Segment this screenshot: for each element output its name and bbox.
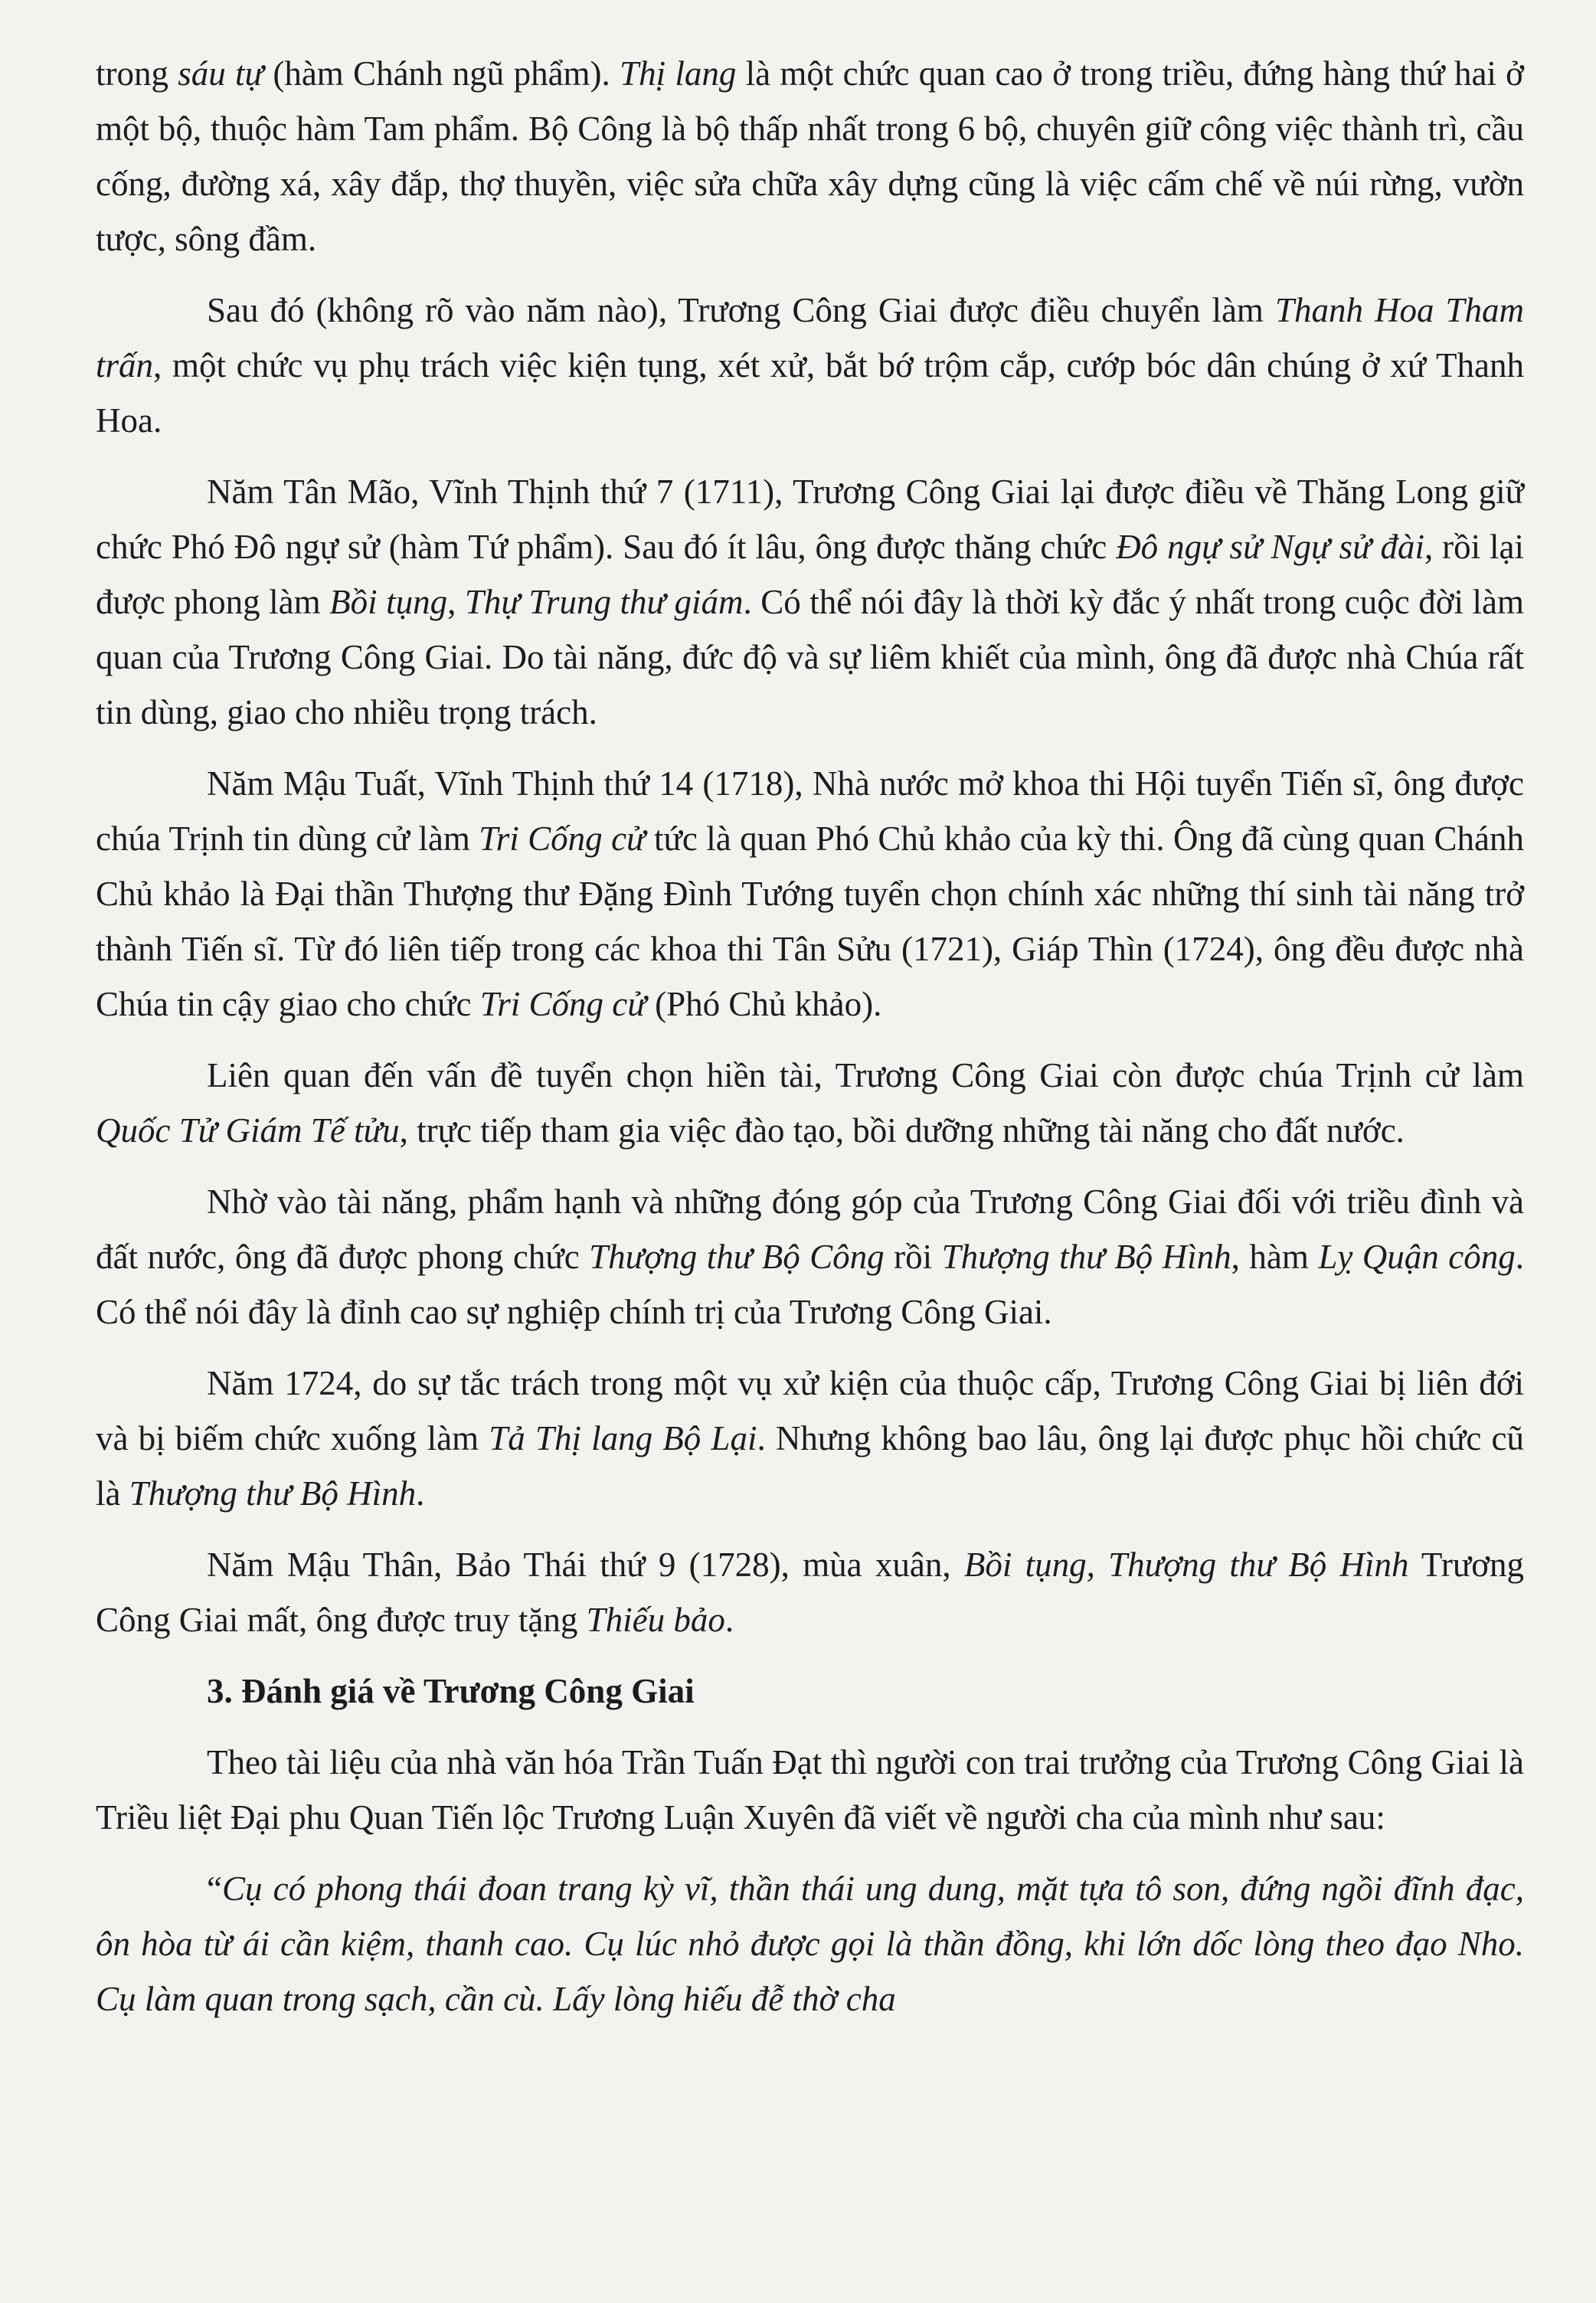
italic-term: Tả Thị lang Bộ Lại xyxy=(489,1419,757,1457)
quote-text: Cụ có phong thái đoan trang kỳ vĩ, thần thái ung dung, mặt tựa tô son, đứng ngồi đĩnh đạc, ôn hòa từ ái cần kiệm, thanh cao. Cụ lúc nhỏ được gọi là thần đồng, khi lớn dốc lòng theo đạo Nho. Cụ làm quan trong sạch, cần cù. Lấy lòng hiếu đễ thờ cha xyxy=(96,1870,1524,2018)
text-run: Liên quan đến vấn đề tuyển chọn hiền tài, Trương Công Giai còn được chúa Trịnh cử làm xyxy=(207,1056,1524,1094)
text-run: . Nhưng không bao lâu, ông lại được phục hồi chức cũ là xyxy=(96,1419,1524,1513)
italic-term: sáu tự xyxy=(178,54,264,93)
italic-term: Tri Cống cử xyxy=(479,985,646,1023)
text-run: Theo tài liệu của nhà văn hóa Trần Tuấn Đạt thì người con trai trưởng của Trương Công Giai là Triều liệt Đại phu Quan Tiến lộc Trương Luận Xuyên đã viết về người cha của mình như sau: xyxy=(96,1743,1524,1837)
text-run: Năm Mậu Thân, Bảo Thái thứ 9 (1728), mùa xuân, xyxy=(207,1546,964,1584)
italic-term: Đô ngự sử Ngự sử đài xyxy=(1116,528,1424,566)
italic-term: Thự Trung thư giám xyxy=(464,583,744,621)
text-run: Năm Mậu Tuất, Vĩnh Thịnh thứ 14 (1718), Nhà nước mở khoa thi Hội tuyển Tiến sĩ, ông được chúa Trịnh tin dùng cử làm xyxy=(96,764,1524,858)
italic-term: Tri Cống cử xyxy=(479,819,646,858)
italic-term: Bồi tụng, Thượng thư Bộ Hình xyxy=(963,1546,1409,1584)
text-run: . Có thể nói đây là thời kỳ đắc ý nhất trong cuộc đời làm quan của Trương Công Giai. Do tài năng, đức độ và sự liêm khiết của mình, ông đã được nhà Chúa rất tin dùng, giao cho nhiều trọng trách. xyxy=(96,583,1524,731)
italic-term: Quốc Tử Giám Tế tửu xyxy=(96,1111,400,1150)
italic-term: Thượng thư Bộ Hình xyxy=(941,1238,1231,1276)
italic-term: Thượng thư Bộ Công xyxy=(589,1238,885,1276)
text-run: (Phó Chủ khảo). xyxy=(646,985,882,1023)
paragraph xyxy=(96,756,1524,1032)
text-run: rồi xyxy=(884,1238,942,1276)
italic-term: Thượng thư Bộ Hình xyxy=(129,1474,417,1513)
text-run: , hàm xyxy=(1231,1238,1319,1276)
paragraph xyxy=(96,1174,1524,1340)
italic-term: Bồi tụng xyxy=(329,583,448,621)
text-run: tức là quan Phó Chủ khảo của kỳ thi. Ông đã cùng quan Chánh Chủ khảo là Đại thần Thượng thư Đặng Đình Tướng tuyển chọn chính xác những thí sinh tài năng trở thành Tiến sĩ. Từ đó liên tiếp trong các khoa thi Tân Sửu (1721), Giáp Thìn (1724), ông đều được nhà Chúa tin cậy giao cho chức xyxy=(96,819,1524,1023)
italic-term: Thị lang xyxy=(620,54,737,93)
text-run: , một chức vụ phụ trách việc kiện tụng, xét xử, bắt bớ trộm cắp, cướp bóc dân chúng ở xứ Thanh Hoa. xyxy=(96,346,1524,440)
text-run: Nhờ vào tài năng, phẩm hạnh và những đóng góp của Trương Công Giai đối với triều đình và đất nước, ông đã được phong chức xyxy=(96,1183,1524,1276)
paragraph xyxy=(96,1048,1524,1158)
italic-term: Thanh Hoa Tham trấn xyxy=(96,291,1524,384)
document-body xyxy=(96,46,1524,2027)
paragraph xyxy=(96,283,1524,448)
text-run: Sau đó (không rõ vào năm nào), Trương Công Giai được điều chuyển làm xyxy=(207,291,1275,329)
text-run: (hàm Chánh ngũ phẩm). xyxy=(263,54,620,93)
italic-term: Thiếu bảo xyxy=(586,1601,725,1639)
paragraph xyxy=(96,46,1524,267)
text-run: . Có thể nói đây là đỉnh cao sự nghiệp chính trị của Trương Công Giai. xyxy=(96,1238,1524,1331)
quotation xyxy=(96,1861,1524,2027)
text-run: Năm 1724, do sự tắc trách trong một vụ xử kiện của thuộc cấp, Trương Công Giai bị liên đới và bị biếm chức xuống làm xyxy=(96,1364,1524,1457)
text-run: Năm Tân Mão, Vĩnh Thịnh thứ 7 (1711), Trương Công Giai lại được điều về Thăng Long giữ chức Phó Đô ngự sử (hàm Tứ phẩm). Sau đó ít lâu, ông được thăng chức xyxy=(96,473,1524,566)
text-run: là một chức quan cao ở trong triều, đứng hàng thứ hai ở một bộ, thuộc hàm Tam phẩm. Bộ Công là bộ thấp nhất trong 6 bộ, chuyên giữ công việc thành trì, cầu cống, đường xá, xây đắp, thợ thuyền, việc sửa chữa xây dựng cũng là việc cấm chế về núi rừng, vườn tược, sông đầm. xyxy=(96,54,1524,258)
text-run: trong xyxy=(96,54,178,93)
text-run: . xyxy=(724,1601,734,1639)
text-run: , xyxy=(447,583,465,621)
paragraph xyxy=(96,1356,1524,1521)
text-run: , trực tiếp tham gia việc đào tạo, bồi dưỡng những tài năng cho đất nước. xyxy=(399,1111,1405,1150)
text-run: . xyxy=(416,1474,425,1513)
paragraph xyxy=(96,464,1524,740)
section-heading: 3. Đánh giá về Trương Công Giai xyxy=(207,1672,695,1710)
paragraph xyxy=(96,1537,1524,1647)
paragraph xyxy=(96,1735,1524,1845)
text-run: Trương Công Giai mất, ông được truy tặng xyxy=(96,1546,1525,1639)
text-run: , rồi lại được phong làm xyxy=(96,528,1525,621)
italic-term: Lỵ Quận công xyxy=(1318,1238,1516,1276)
quote-open-mark: “ xyxy=(207,1870,222,1908)
